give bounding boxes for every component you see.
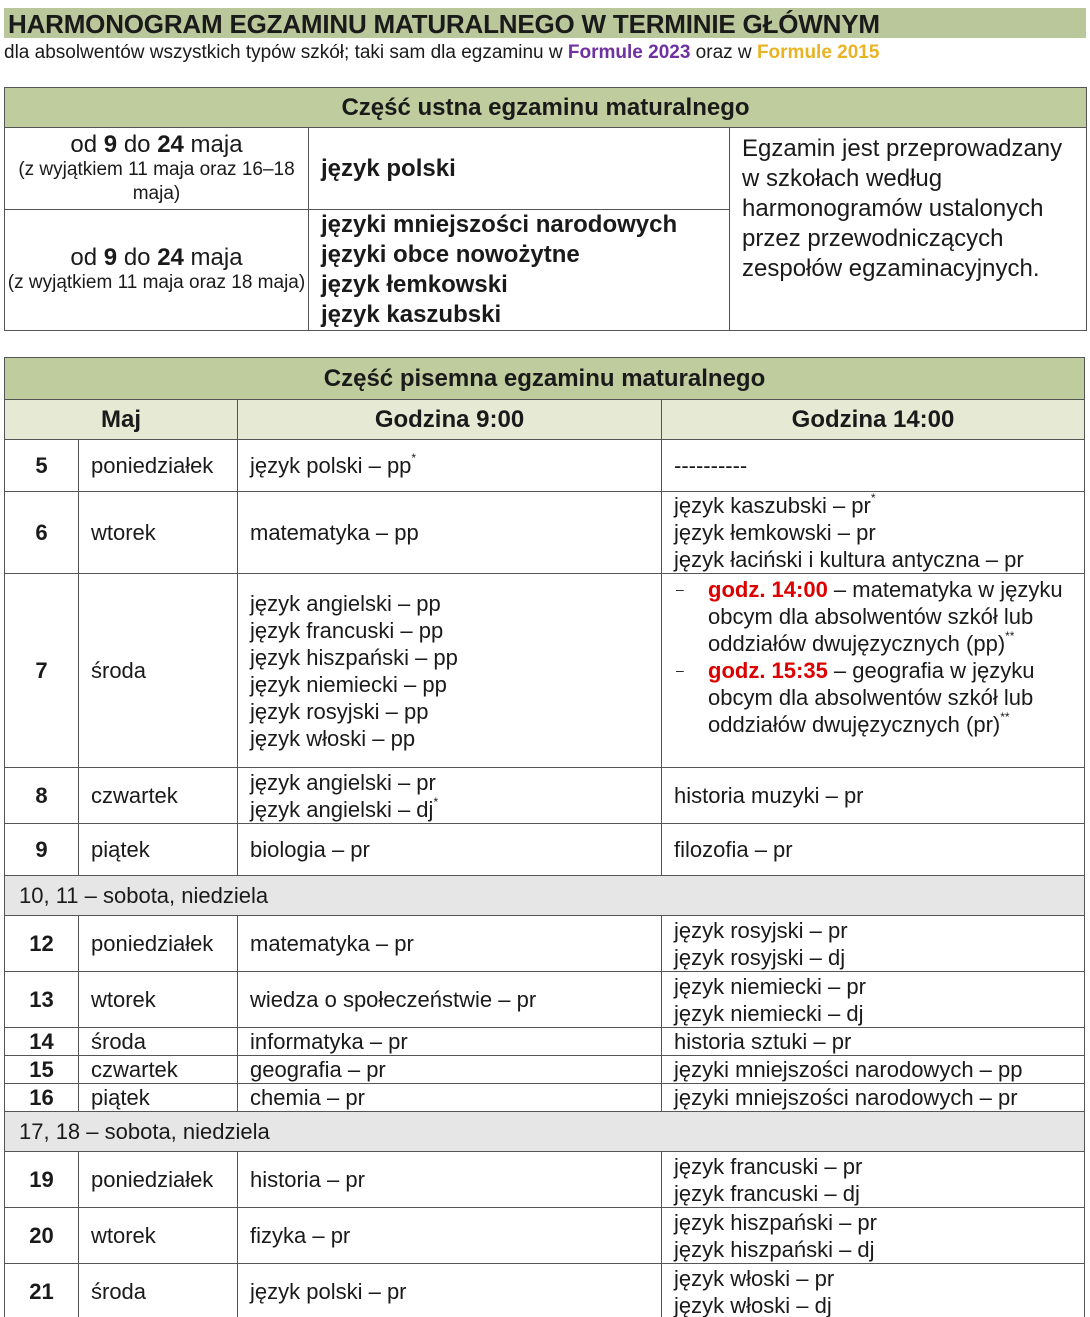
weekday: środa [79,1028,238,1056]
weekday: piątek [79,1084,238,1112]
page-title: HARMONOGRAM EGZAMINU MATURALNEGO W TERMINIE GŁÓWNYM [8,9,880,39]
exam-item: język angielski – dj* [250,794,439,822]
weekend-row [5,876,1085,916]
exam-item: informatyka – pr [250,1029,408,1054]
exam-item: język francuski – pr [674,1153,863,1179]
exam-item: języki mniejszości narodowych – pr [674,1085,1018,1110]
exam-2pm [662,824,1085,876]
day-number: 12 [5,916,79,972]
day-number: 5 [5,440,79,492]
day-number: 14 [5,1028,79,1056]
table-row [5,1056,1085,1084]
exam-2pm [662,916,1085,972]
day-number: 15 [5,1056,79,1084]
exam-item: język polski – pp* [250,451,417,478]
exam-9am [238,972,662,1028]
exam-item: język łaciński i kultura antyczna – pr [674,547,1024,572]
table-row [5,492,1085,574]
exam-item: język hiszpański – dj [674,1236,875,1262]
exam-item: język rosyjski – pp [250,698,429,724]
weekday: poniedziałek [79,440,238,492]
exam-item: język polski – pr [250,1279,407,1304]
exam-item: język niemiecki – dj [674,1000,864,1026]
exam-9am [238,1264,662,1317]
exam-time: godz. 15:35 [708,658,828,683]
exam-2pm [662,972,1085,1028]
weekday: poniedziałek [79,916,238,972]
exam-item: język francuski – dj [674,1180,860,1206]
formula-2015-label: Formule 2015 [756,42,880,63]
weekday: wtorek [79,1208,238,1264]
exam-9am [238,1084,662,1112]
exam-item: język kaszubski – pr* [674,491,876,518]
weekend-row [5,1112,1085,1152]
oral-exam-table [4,87,1087,331]
exam-item: historia – pr [250,1167,365,1192]
col-month-header: Maj [5,400,238,440]
exam-item: matematyka – pp [250,520,419,545]
exam-item: filozofia – pr [674,837,793,862]
oral-exception-2: (z wyjątkiem 11 maja oraz 18 maja) [7,272,306,293]
day-number: 16 [5,1084,79,1112]
exam-item: język angielski – pp [250,590,441,616]
table-row [5,1084,1085,1112]
exam-item: biologia – pr [250,837,370,862]
exam-9am [238,492,662,574]
weekend-label: 17, 18 – sobota, niedziela [5,1112,1085,1152]
weekday: czwartek [79,1056,238,1084]
subtitle-mid: oraz w [690,42,757,63]
table-row [5,574,1085,768]
exam-item: język łemkowski – pr [674,520,876,545]
day-number: 8 [5,768,79,824]
day-number: 19 [5,1152,79,1208]
oral-subjects-2: języki mniejszości narodowych języki obce nowożytne język łemkowski język kaszubski [309,210,730,331]
table-row [5,1208,1085,1264]
exam-item: język rosyjski – pr [674,917,848,943]
exam-item: języki mniejszości narodowych – pp [674,1057,1023,1082]
exam-item: fizyka – pr [250,1223,351,1248]
exam-item: język hiszpański – pp [250,644,458,670]
exam-item: wiedza o społeczeństwie – pr [250,987,537,1012]
table-row [5,768,1085,824]
bullet-item: – godz. 15:35 – geografia w języku obcym dla absolwentów szkół lub oddziałów dwujęzycznych (pr)** [676,658,1035,737]
table-row [5,1028,1085,1056]
oral-date-2: od 9 do 24 maja (z wyjątkiem 11 maja oraz 18 maja) [5,210,309,331]
exam-item: język niemiecki – pr [674,973,866,999]
exam-item: język włoski – pr [674,1265,835,1291]
exam-9am [238,824,662,876]
oral-date-1: od 9 do 24 maja (z wyjątkiem 11 maja oraz 16–18 maja) [5,128,309,210]
written-heading: Część pisemna egzaminu maturalnego [5,358,1085,400]
exam-item: matematyka – pr [250,931,414,956]
table-row [5,824,1085,876]
day-number: 13 [5,972,79,1028]
weekday: poniedziałek [79,1152,238,1208]
exam-2pm [662,1152,1085,1208]
day-number: 20 [5,1208,79,1264]
table-row [5,1264,1085,1317]
exam-item: język rosyjski – dj [674,944,846,970]
weekday: środa [79,1264,238,1317]
exam-9am [238,574,662,768]
exam-2pm [662,1056,1085,1084]
col-9-header: Godzina 9:00 [238,400,662,440]
day-number: 21 [5,1264,79,1317]
table-row [5,972,1085,1028]
title-bar [4,8,1086,38]
weekend-label: 10, 11 – sobota, niedziela [5,876,1085,916]
day-number: 7 [5,574,79,768]
day-number: 6 [5,492,79,574]
exam-item: język angielski – pr [250,769,436,795]
exam-item: historia sztuki – pr [674,1029,852,1054]
exam-item: język niemiecki – pp [250,671,447,697]
weekday: czwartek [79,768,238,824]
formula-2023-label: Formule 2023 [567,42,691,63]
exam-9am [238,916,662,972]
exam-item: język włoski – dj [674,1292,832,1317]
exam-item: historia muzyki – pr [674,783,864,808]
subtitle-text: dla absolwentów wszystkich typów szkół; taki sam dla egzaminu w [4,42,568,63]
exam-item: chemia – pr [250,1085,365,1110]
table-row [5,440,1085,492]
exam-9am [238,1152,662,1208]
exam-2pm [662,1264,1085,1317]
day-number: 9 [5,824,79,876]
exam-time: godz. 14:00 [708,577,828,602]
oral-note: Egzamin jest przeprowadzany w szkołach według harmonogramów ustalonych przez przewodniczących zespołów egzaminacyjnych. [730,128,1087,331]
exam-2pm [662,492,1085,574]
exam-9am [238,768,662,824]
weekday: środa [79,574,238,768]
weekday: wtorek [79,972,238,1028]
exam-2pm [662,440,1085,492]
exam-item: język włoski – pp [250,725,416,751]
weekday: wtorek [79,492,238,574]
exam-9am [238,1056,662,1084]
exam-2pm [662,1084,1085,1112]
exam-2pm [662,1208,1085,1264]
bullet-item: – godz. 14:00 – matematyka w języku obcym dla absolwentów szkół lub oddziałów dwujęzycznych (pp)** [676,577,1063,656]
exam-item: język francuski – pp [250,617,444,643]
col-14-header: Godzina 14:00 [662,400,1085,440]
exam-item: język hiszpański – pr [674,1209,877,1235]
written-exam-table [4,357,1085,1317]
table-row [5,1152,1085,1208]
table-row [5,916,1085,972]
oral-subjects-1: język polski [309,128,730,210]
exam-9am [238,1208,662,1264]
oral-heading: Część ustna egzaminu maturalnego [5,88,1087,128]
weekday: piątek [79,824,238,876]
exam-2pm [662,1028,1085,1056]
subtitle [4,42,879,64]
exam-item: ---------- [674,453,748,478]
exam-2pm [662,768,1085,824]
exam-item: geografia – pr [250,1057,386,1082]
exam-2pm [662,574,1085,768]
exam-9am [238,440,662,492]
exam-9am [238,1028,662,1056]
oral-exception-1: (z wyjątkiem 11 maja oraz 16–18 maja) [18,158,295,204]
